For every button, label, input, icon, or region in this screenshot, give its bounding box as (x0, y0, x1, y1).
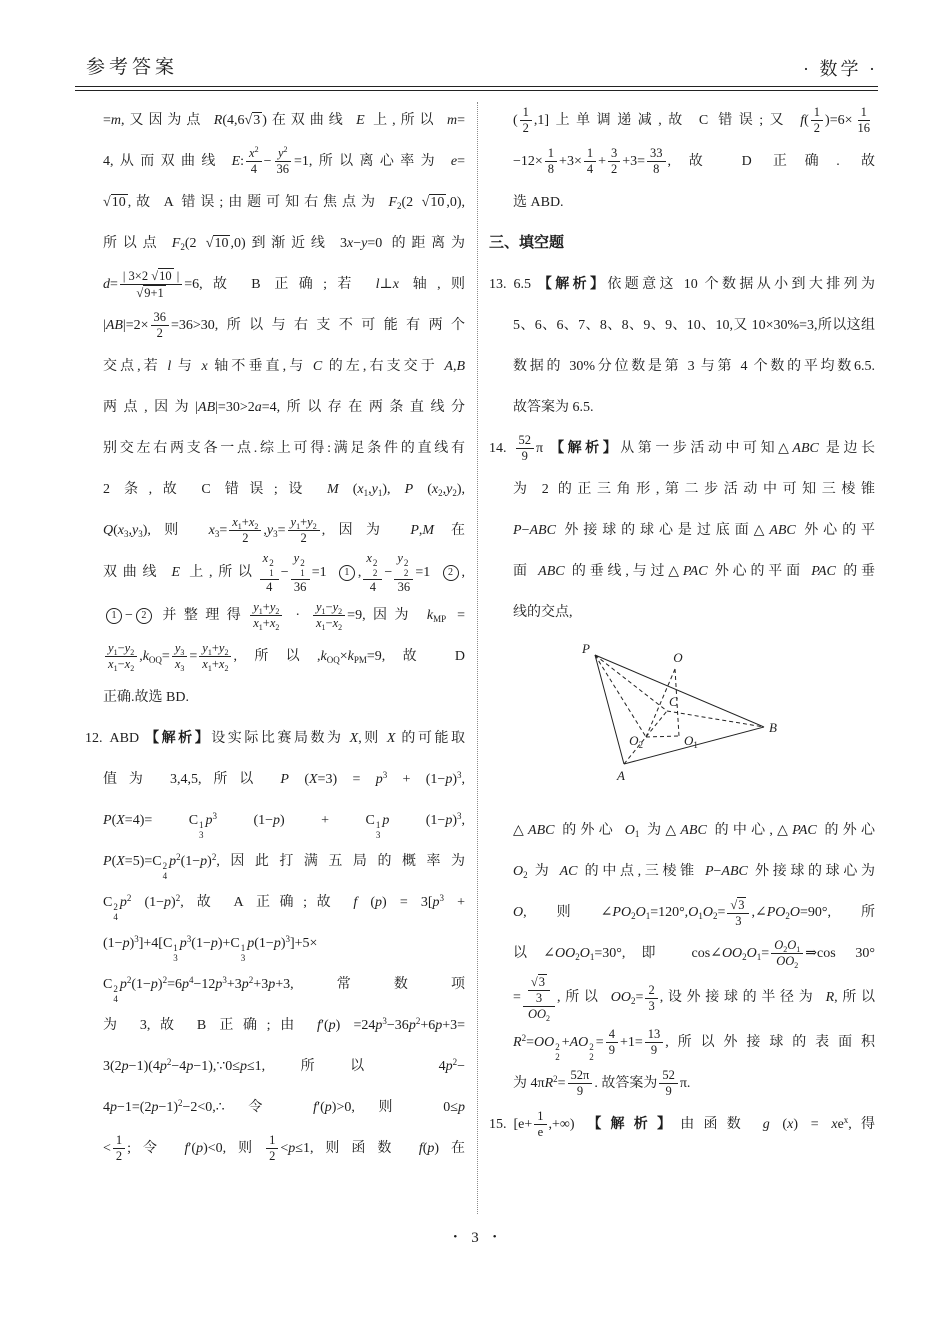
text-line: −12× $\frac{1}{8}$ +3× $\frac{1}{4}$ + $\frac{3}{2}$ +3= $\frac{33}{8}$ ,故 D 正确. 故 (513, 146, 875, 177)
text-line: △ABC 的外心 $O_1$ 为△ABC 的中心,△PAC 的外心 (513, 823, 875, 839)
text-line: P−ABC 外接球的球心是过底面△ABC 外心的平 (513, 523, 875, 538)
page-number (0, 1230, 950, 1247)
text-line: |AB|=2× $\frac{36}{2}$ =36>30,所以与右支不可能有两个 (103, 310, 465, 341)
text-line: 线的交点, (513, 605, 573, 620)
section-header: 三、填空题 (489, 235, 565, 251)
figure-label: O (673, 650, 683, 665)
text-line: $3(2p-1)(4p^2-4p-1),\because 0\le p\le 1$,所以 $4p^2-$ (103, 1056, 465, 1074)
answer-item-line: 13. 6.5 【解析】依题意这 10 个数据从小到大排列为 (489, 277, 875, 292)
item-number: 14. (489, 441, 507, 456)
figure-label: $O_1$ (684, 733, 698, 750)
text-line: $Q(x_3,y_3)$,则 $x_3=$ $\frac{x_1+x_2}{2}$ $,y_3=$ $\frac{y_1+y_2}{2}$ ,因为 P,M 在 (103, 515, 465, 546)
figure-label: $O_2$ (629, 733, 643, 750)
figure-label: B (769, 720, 777, 735)
item-number: 12. (85, 730, 103, 746)
text-line: = $\frac{\frac{√3}{3}}{OO_2}$ ,所以 $OO_2=$ $\frac{2}{3}$ ,设外接球的半径为 R,所以 (513, 975, 876, 1023)
text-line: $(1-p)^3]+4[C$ 1 3 $p^3(1-p)+C$ 1 3 $p(1-p)^3]+5\times$ (103, 933, 318, 963)
text-line: C 2 4 $p^2(1-p)^2=6p^4-12p^3+3p^2+3p+3$,常数项 (103, 974, 465, 1004)
text-line: O,则$\angle PO_2O_1=120^\circ,O_1O_2=$ $\frac{√3}{3}$ $,\angle PO_2O=90^\circ$,所 (513, 897, 876, 928)
text-line: 正确.故选 BD. (103, 689, 189, 705)
column-divider (477, 102, 478, 1214)
item-number: 13. (489, 277, 507, 292)
text-line: 值为 3,4,5,所以 P $(X=3) = p^3 + (1-p)^3$, (103, 769, 465, 787)
text-line: P(X=4)= C 1 3 $p^3$ (1−p) + C 1 3 p $(1-p)^3$, (103, 810, 465, 840)
text-line: 两点,因为|AB|=30>2a=4,所以存在两条直线分 (103, 400, 465, 415)
text-line: $4p-1=(2p-1)^2-2<0,\therefore$令 f′(p)>0,则 0≤p (103, 1097, 465, 1115)
text-line: 5、6、6、7、8、8、9、9、10、10,又 10×30%=3,所以这组 (513, 318, 875, 333)
text-line: C 2 4 $p^2$ $(1-p)^2$, 故 A 正确;故 f $(p) = 3[p^3$ + (103, 892, 465, 922)
right-column (487, 100, 879, 1145)
text-line: 2 条,故 C 错误;设 M $(x_1,y_1)$, P $(x_2,y_2)$, (103, 482, 465, 498)
subject-label: · 数学 · (803, 59, 878, 79)
text-line: $O_2$ 为 AC 的中点,三棱锥 P−ABC 外接球的球心为 (513, 864, 876, 880)
footer-dot-left: • (453, 1231, 458, 1243)
text-line: 别交左右两支各一点.综上可得:满足条件的直线有 (103, 441, 465, 456)
figure-label: P (582, 641, 590, 656)
text-line: 面 ABC 的垂线,与过△PAC 外心的平面 PAC 的垂 (513, 564, 876, 579)
text-line: 所以点 $F_2(2$ √10 ,0)到渐近线 3x−y=0 的距离为 (103, 236, 465, 252)
text-line: 双曲线 E 上,所以 x 2 1 4 − y 2 1 36 =1 1 , x 2 2 4 − y 2 2 36 =1 2 , (103, 551, 466, 594)
text-line: =m,又因为点 R(4,6√3 )在双曲线 E 上,所以 m= (103, 113, 466, 128)
text-line: 4,从而双曲线 E: $\frac{x^2}{4}$ − $\frac{y^2}{36}$ =1,所以离心率为 e= (103, 145, 465, 177)
text-line: √10 ,故 A 错误;由题可知右焦点为 $F_2(2$ √10 ,0), (103, 195, 465, 211)
figure-label: A (617, 768, 625, 783)
text-line: 故答案为 6.5. (513, 400, 594, 415)
text-line: 数据的 30%分位数是第 3 与第 4 个数的平均数6.5. (513, 359, 875, 374)
answer-item-line: 12. ABD 【解析】设实际比赛局数为 X,则 X 的可能取 (85, 730, 466, 746)
tetrahedron-diagram (557, 639, 807, 797)
answer-item-line: 15. [e+ $\frac{1}{e}$ ,+∞) 【解析】由函数 g $(x) = xe^x$,得 (489, 1109, 876, 1140)
text-line: 选 ABD. (513, 195, 564, 210)
text-line: $\frac{y_1-y_2}{x_1-x_2}$ $,k_{OQ}=$ $\frac{y_3}{x_3}$ = $\frac{y_1+y_2}{x_1+x_2}$ ,所以$,k_{OQ}\times k_{PM}=9$,故 D (75, 636, 467, 677)
page-title: 参考答案 (86, 57, 179, 78)
figure-label: C (669, 694, 678, 709)
text-line: ( $\frac{1}{2}$ ,1]上单调递减,故 C 错误;又 f( $\frac{1}{2}$ )=6× $\frac{1}{16}$ (513, 105, 870, 136)
text-line: 交点,若 l 与 x 轴不垂直,与 C 的左,右支交于 A,B (103, 359, 466, 374)
page-number-value: 3 (471, 1230, 479, 1246)
text-line: < $\frac{1}{2}$ ;令 f′(p)<0,则 $\frac{1}{2}$ <p≤1,则函数 f(p)在 (103, 1133, 466, 1164)
footer-dot-right: • (492, 1231, 497, 1243)
answer-item-line: 14. $\frac{52}{9}$ π 【解析】从第一步活动中可知△ABC 是边长 (489, 433, 875, 464)
text-line: 1 − 2 并整理得 $\frac{y_1+y_2}{x_1+x_2}$ · $\frac{y_1-y_2}{x_1-x_2}$ =9,因为 $k_{MP}$ = (75, 595, 467, 636)
geometry-figure (557, 639, 879, 802)
header-double-rule (75, 86, 878, 91)
left-column (75, 100, 467, 1169)
text-line: P(X=5)=C 2 4 $p^2(1-p)^2$,因此打满五局的概率为 (103, 851, 465, 881)
text-line: 为 2 的正三角形,第二步活动中可知三棱锥 (513, 482, 875, 497)
text-line: $R^2=OO$ 2 2 +AO 2 2 = $\frac{4}{9}$ +1= $\frac{13}{9}$ ,所以外接球的表面积 (513, 1027, 875, 1062)
text-line: d= $\frac{| 3\times 2 √10 |}{√9+1}$ =6,故 B 正确;若 l⊥x 轴,则 (103, 269, 466, 301)
text-line: 为 $4\pi R^2=$ $\frac{52\pi}{9}$ . 故答案为 $\frac{52}{9}$ π. (513, 1068, 691, 1099)
right-column-top (487, 100, 879, 633)
text-line: 以$\angle OO_2O_1=30^\circ$,即 $\cos\angle OO_2O_1=$ $\frac{O_2O_1}{OO_2}$ ⇒cos 30° (513, 938, 875, 971)
item-number: 15. (489, 1117, 507, 1132)
right-column-bottom (487, 810, 879, 1145)
text-line: 为 3,故 B 正确;由 $f'(p) =24p^3-36p^2+6p+3=$ (103, 1015, 466, 1033)
